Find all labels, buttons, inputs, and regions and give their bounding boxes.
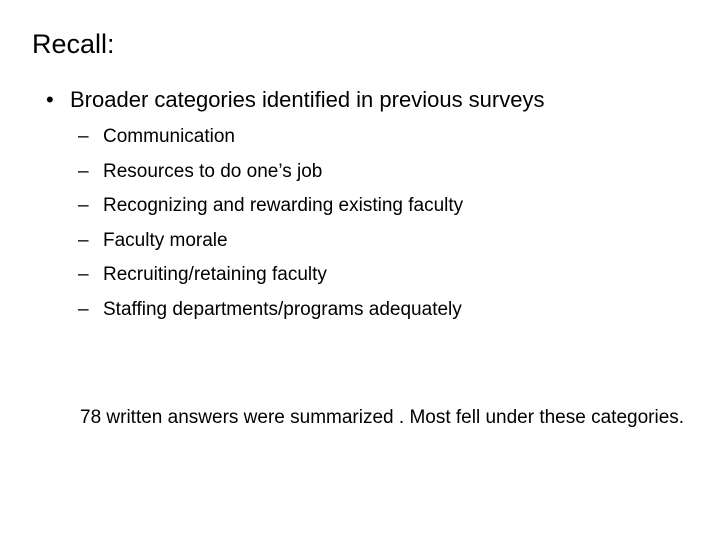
- list-item: [78, 224, 463, 259]
- summary-note: 78 written answers were summarized . Most fell under these categories.: [80, 407, 685, 428]
- main-bullet: [46, 84, 544, 116]
- dash-marker: –: [78, 126, 89, 147]
- list-item-text: Faculty morale: [103, 229, 228, 251]
- dash-marker: –: [78, 264, 89, 286]
- list-item: [78, 155, 463, 190]
- bullet-marker: •: [46, 87, 54, 112]
- category-list: [78, 120, 463, 328]
- list-item: [78, 293, 463, 328]
- dash-marker: –: [78, 298, 89, 320]
- slide-title: Recall:: [32, 29, 115, 59]
- dash-marker: –: [78, 195, 89, 217]
- list-item-text: Recruiting/retaining faculty: [103, 264, 327, 286]
- main-bullet-text: Broader categories identified in previous surveys: [70, 87, 545, 112]
- list-item-text: Recognizing and rewarding existing faculty: [103, 195, 464, 217]
- list-item-text: Resources to do one’s job: [103, 160, 323, 182]
- dash-marker: –: [78, 229, 89, 251]
- list-item: [78, 258, 463, 293]
- list-item-text: Communication: [103, 126, 235, 147]
- list-item: [78, 120, 463, 155]
- dash-marker: –: [78, 160, 89, 182]
- list-item: [78, 189, 463, 224]
- list-item-text: Staffing departments/programs adequately: [103, 298, 462, 320]
